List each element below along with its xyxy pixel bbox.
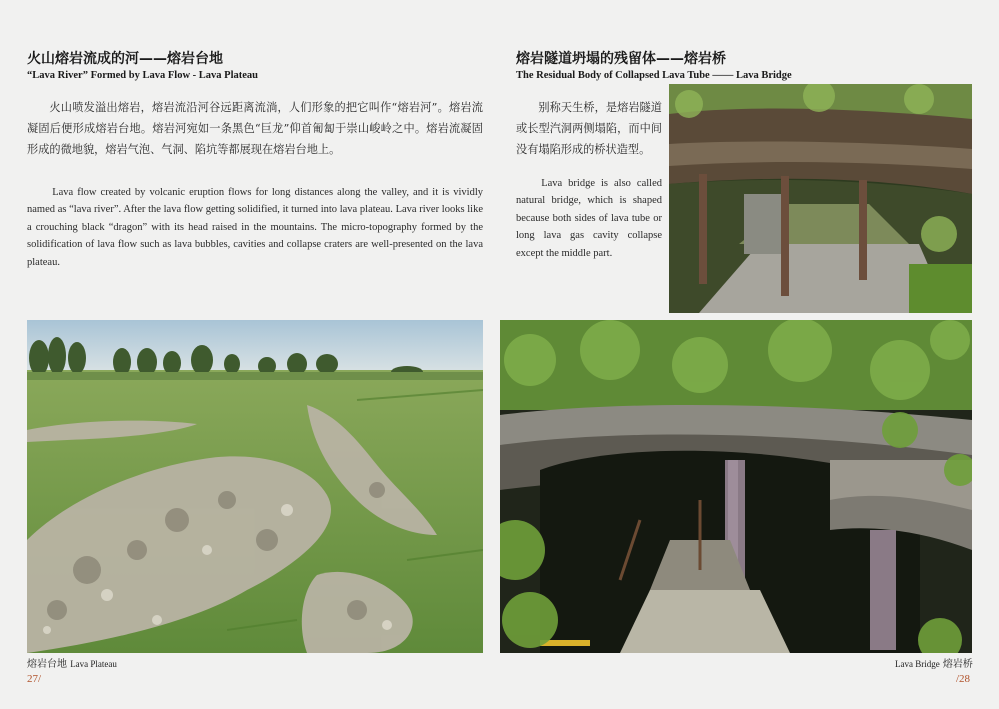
left-body-cn: 火山喷发溢出熔岩，熔岩流沿河谷远距离流淌，人们形象的把它叫作“熔岩河”。熔岩流凝固后便形成熔岩台地。熔岩河宛如一条黑色“巨龙”仰首匍匐于崇山峻岭之中。熔岩流凝固形成的微地貌，熔岩气泡、气洞、陷坑等都展现在熔岩台地上。 bbox=[27, 101, 483, 156]
right-title-cn: 熔岩隧道坍塌的残留体——熔岩桥 bbox=[516, 51, 726, 67]
left-title-en: “Lava River” Formed by Lava Flow - Lava Plateau bbox=[27, 70, 258, 81]
lava-bridge-large-photo bbox=[500, 320, 972, 653]
left-body-en: Lava flow created by volcanic eruption flows for long distances along the valley, and it is vividly named as “lava river”. After the lava flow getting solidified, it turned into lava plateau. Lava river looks like a crouching black “dragon” with its head raised in the mountains. The micro-topography formed by the solidification of lava flow such as lava bubbles, cavities and collapse craters are well-presented on the lava plateau. bbox=[27, 187, 483, 268]
left-caption-en: Lava Plateau bbox=[70, 659, 117, 669]
right-body-en: Lava bridge is also called natural bridge, which is shaped because both sides of lava tube or long lava gas cavity collapse except the middle part. bbox=[516, 178, 662, 259]
right-title-en: The Residual Body of Collapsed Lava Tube —— Lava Bridge bbox=[516, 70, 792, 81]
lava-plateau-photo bbox=[27, 320, 483, 653]
right-caption-en: Lava Bridge bbox=[895, 659, 940, 669]
right-caption-cn: 熔岩桥 bbox=[942, 659, 973, 670]
right-body-cn: 别称天生桥，是熔岩隧道或长型汽洞两侧塌陷，而中间没有塌陷形成的桥状造型。 bbox=[516, 101, 662, 156]
left-page-number: 27/ bbox=[27, 673, 42, 685]
left-title-cn: 火山熔岩流成的河——熔岩台地 bbox=[27, 51, 223, 67]
right-page-number: /28 bbox=[956, 673, 971, 685]
right-photo-caption bbox=[895, 655, 973, 670]
lava-bridge-small-photo bbox=[669, 84, 972, 313]
left-caption-cn: 熔岩台地 bbox=[27, 659, 67, 670]
left-photo-caption bbox=[27, 655, 117, 670]
